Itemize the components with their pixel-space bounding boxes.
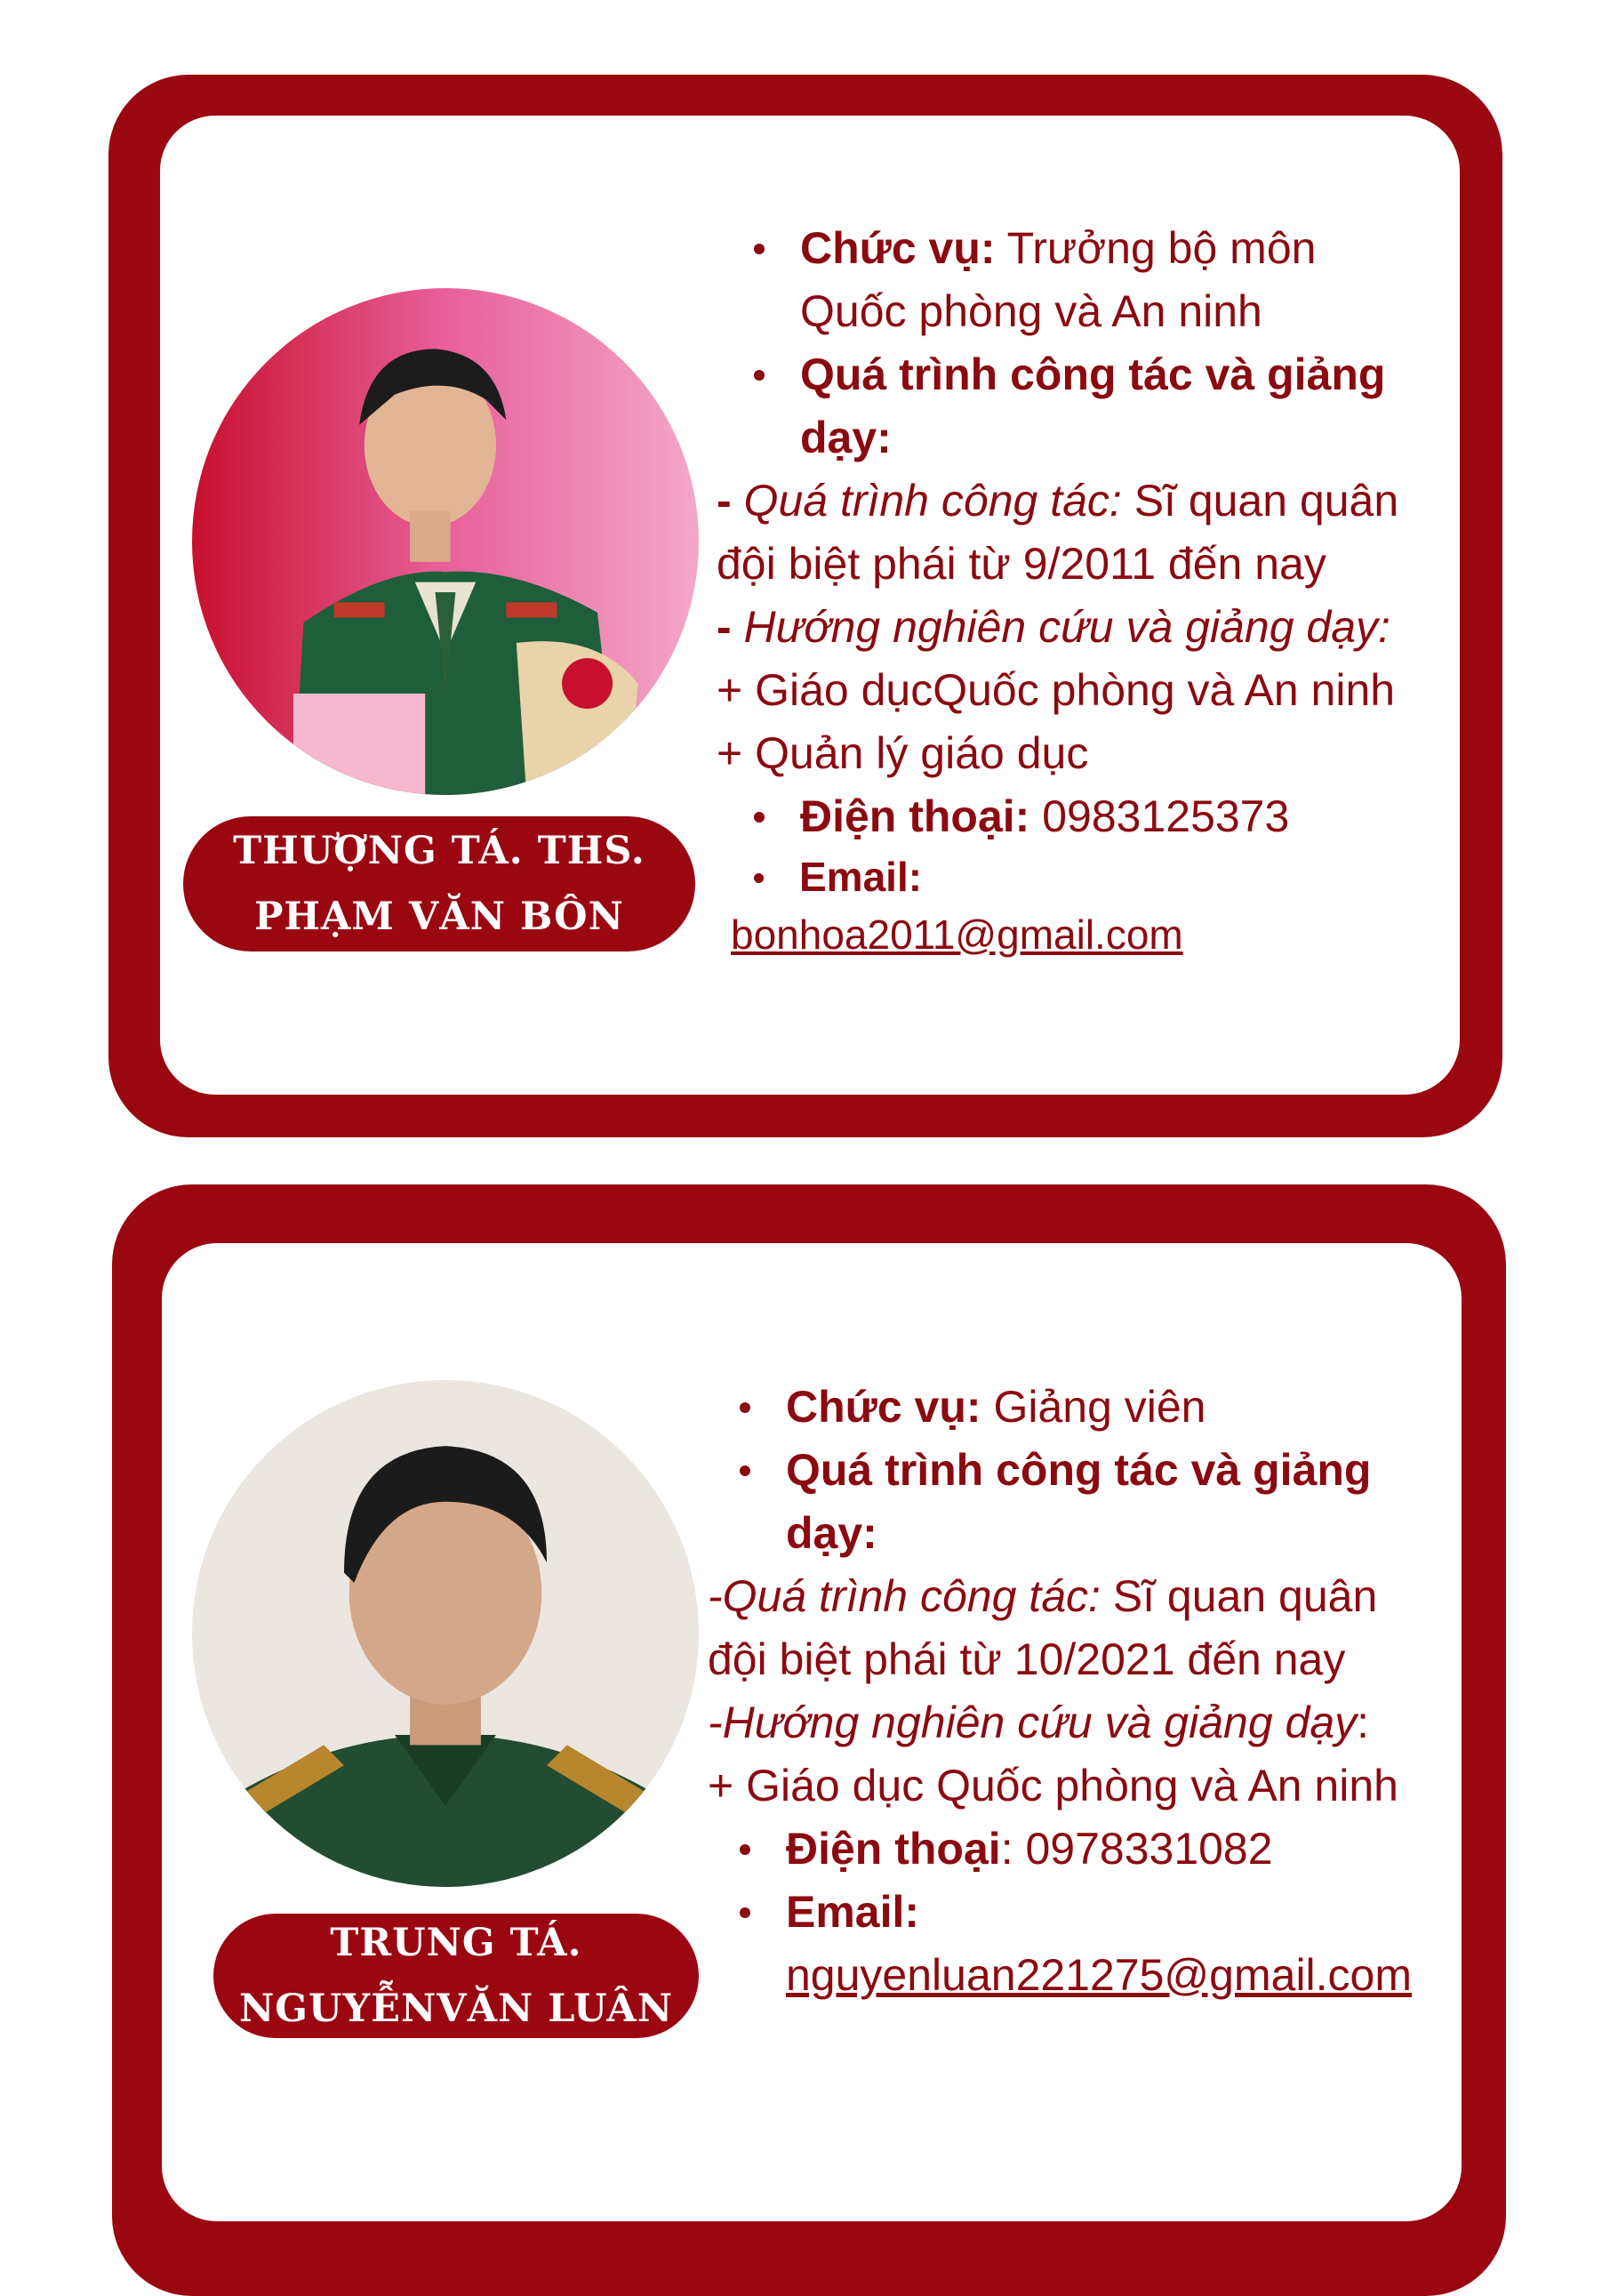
work-history: - Quá trình công tác: Sĩ quan quân: [717, 476, 1399, 526]
research-item: + Quản lý giáo dục: [717, 728, 1089, 778]
email-item: [740, 1881, 1412, 2007]
bullet-icon: [740, 1907, 750, 1918]
position-item: [754, 217, 1398, 343]
career-label: Quá trình công tác và giảng: [800, 349, 1386, 399]
phone-item: [754, 785, 1398, 848]
work-value-cont: đội biệt phái từ 9/2011 đến nay: [717, 539, 1326, 589]
name-badge-2: [213, 1914, 699, 2038]
research-item: + Giáo dục Quốc phòng và An ninh: [708, 1761, 1398, 1810]
phone-label: Điện thoại: [786, 1824, 1001, 1874]
name-badge-1-line2: PHẠM VĂN BÔN: [254, 895, 624, 939]
bullet-icon: [754, 244, 765, 254]
research-label: Hướng nghiên cứu và giảng dạy: [722, 1698, 1358, 1747]
position-label: Chức vụ:: [786, 1382, 981, 1432]
research-heading: - Hướng nghiên cứu và giảng dạy:: [717, 602, 1390, 652]
phone-value: 0983125373: [1029, 791, 1290, 841]
position-value: Trưởng bộ môn: [1006, 223, 1317, 273]
bullet-icon: [740, 1465, 750, 1476]
career-item: [740, 1439, 1412, 1565]
career-label-cont: dạy:: [800, 413, 892, 462]
position-item: [740, 1376, 1412, 1439]
name-badge-1: [183, 816, 695, 951]
career-label: Quá trình công tác và giảng: [786, 1445, 1372, 1495]
position-value-cont: Quốc phòng và An ninh: [800, 286, 1262, 336]
career-item: [754, 343, 1398, 470]
email-label: Email:: [786, 1887, 920, 1937]
work-value: Sĩ quan quân: [1121, 476, 1399, 526]
email-link[interactable]: bonhoa2011@gmail.com: [731, 911, 1183, 958]
phone-label: Điện thoại:: [800, 791, 1030, 841]
work-value-cont: đội biệt phái từ 10/2021 đến nay: [708, 1634, 1346, 1684]
research-heading: -Hướng nghiên cứu và giảng dạy:: [708, 1698, 1370, 1747]
email-link[interactable]: nguyenluan221275@gmail.com: [786, 1950, 1413, 2000]
position-value: Giảng viên: [981, 1382, 1206, 1432]
phone-item: [740, 1818, 1412, 1881]
name-badge-2-line2: NGUYỄNVĂN LUÂN: [238, 1987, 674, 2031]
email-label: Email:: [799, 854, 923, 900]
work-label: Quá trình công tác:: [743, 476, 1122, 526]
phone-value: : 0978331082: [1000, 1824, 1273, 1874]
bullet-icon: [754, 812, 765, 823]
bullet-icon: [740, 1402, 750, 1413]
work-history: -Quá trình công tác: Sĩ quan quân: [708, 1571, 1378, 1621]
bullet-icon: [754, 370, 765, 381]
profile-info-2: [708, 1376, 1412, 2007]
email-item: [754, 848, 1398, 905]
bullet-icon: [754, 873, 764, 883]
work-value: Sĩ quan quân: [1100, 1571, 1378, 1621]
career-label-cont: dạy:: [786, 1508, 877, 1558]
profile-photo-1: [192, 288, 699, 795]
name-badge-2-line1: TRUNG TÁ.: [330, 1921, 582, 1965]
profile-info-1: [717, 217, 1398, 964]
bullet-icon: [740, 1844, 750, 1855]
research-label: Hướng nghiên cứu và giảng dạy:: [743, 602, 1390, 652]
work-label: Quá trình công tác:: [722, 1571, 1101, 1621]
profile-photo-2: [192, 1380, 699, 1887]
name-badge-1-line1: THƯỢNG TÁ. THS.: [233, 829, 645, 873]
position-label: Chức vụ:: [800, 223, 996, 273]
research-item: + Giáo dụcQuốc phòng và An ninh: [717, 665, 1396, 715]
